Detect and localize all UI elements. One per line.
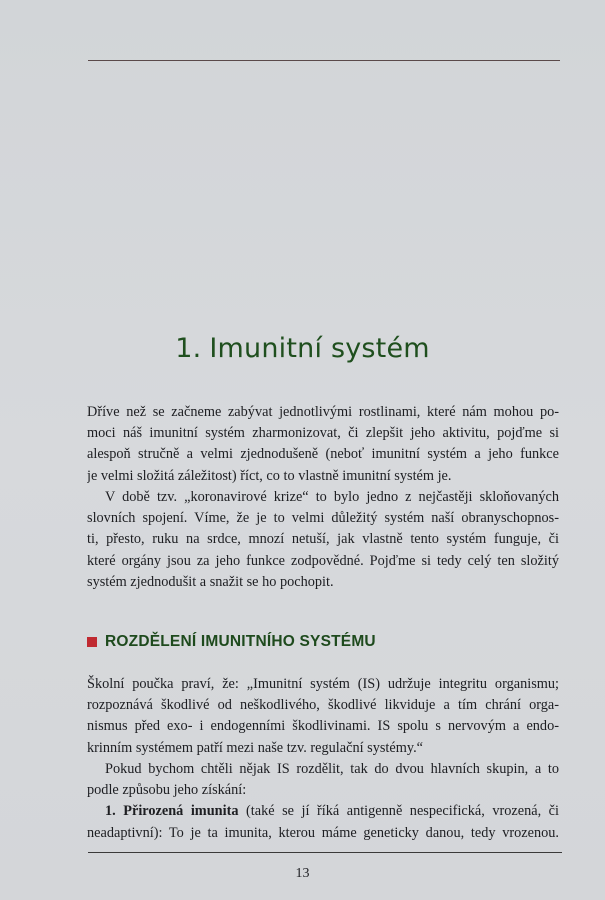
- bottom-rule: [88, 852, 562, 853]
- text-line: neadaptivní): To je ta imunita, kterou máme geneticky danou, tedy vrozenou.: [87, 824, 559, 841]
- text-line: je velmi složitá záležitost) říct, co to vlastně imunitní systém je.: [87, 467, 452, 484]
- intro-paragraph-1: [87, 402, 559, 487]
- text-line: slovních spojení. Víme, že je to velmi důležitý systém naší obranyschopnos-: [87, 510, 559, 527]
- section-heading-text: ROZDĚLENÍ IMUNITNÍHO SYSTÉMU: [105, 633, 376, 650]
- list-item-text: (také se jí říká antigenně nespecifická, vrozená, či: [238, 803, 559, 820]
- chapter-title: [0, 333, 605, 364]
- list-item-label: 1. Přirozená imunita: [105, 803, 239, 820]
- text-line: Školní poučka praví, že: „Imunitní systém (IS) udržuje integritu organismu;: [87, 676, 559, 692]
- text-line: které orgány jsou za jeho funkce zodpovědné. Pojďme si tedy celý ten složitý: [87, 552, 559, 569]
- chapter-number: 1.: [175, 333, 202, 364]
- top-rule: [88, 60, 560, 61]
- text-line: Pokud bychom chtěli nějak IS rozdělit, tak do dvou hlavních skupin, a to: [105, 761, 559, 777]
- section-paragraph-1: [87, 674, 559, 759]
- list-item-1: [87, 801, 559, 822]
- text-line: systém zjednodušit a snažit se ho pochopit.: [87, 573, 334, 590]
- section-paragraph-2: [87, 759, 559, 844]
- text-line: alespoň stručně a velmi zjednodušeně (neboť imunitní systém a jeho funkce: [87, 446, 559, 463]
- text-line: rozpoznává škodlivé od neškodlivého, škodlivé likviduje a tím chrání orga-: [87, 697, 559, 714]
- text-line: Dříve než se začneme zabývat jednotlivými rostlinami, které nám mohou po-: [87, 404, 559, 420]
- intro-paragraph-2: [87, 487, 559, 593]
- chapter-title-text: Imunitní systém: [209, 333, 430, 364]
- text-line: nismus před exo- i endogenními škodlivinami. IS spolu s nervovým a endo-: [87, 718, 559, 735]
- text-line: ti, přesto, ruku na srdce, mnozí netuší, jak vlastně tento systém funguje, či: [87, 531, 559, 548]
- text-line: moci náš imunitní systém zharmonizovat, či zlepšit jeho aktivitu, pojďme si: [87, 425, 559, 442]
- square-bullet-icon: [87, 637, 97, 647]
- section-heading: [87, 633, 376, 651]
- page-number: 13: [295, 866, 310, 881]
- text-line: V době tzv. „koronavirové krize“ to bylo jedno z nejčastěji skloňovaných: [105, 489, 559, 505]
- text-line: podle způsobu jeho získání:: [87, 782, 247, 799]
- text-line: krinním systémem patří mezi naše tzv. regulační systémy.“: [87, 739, 424, 756]
